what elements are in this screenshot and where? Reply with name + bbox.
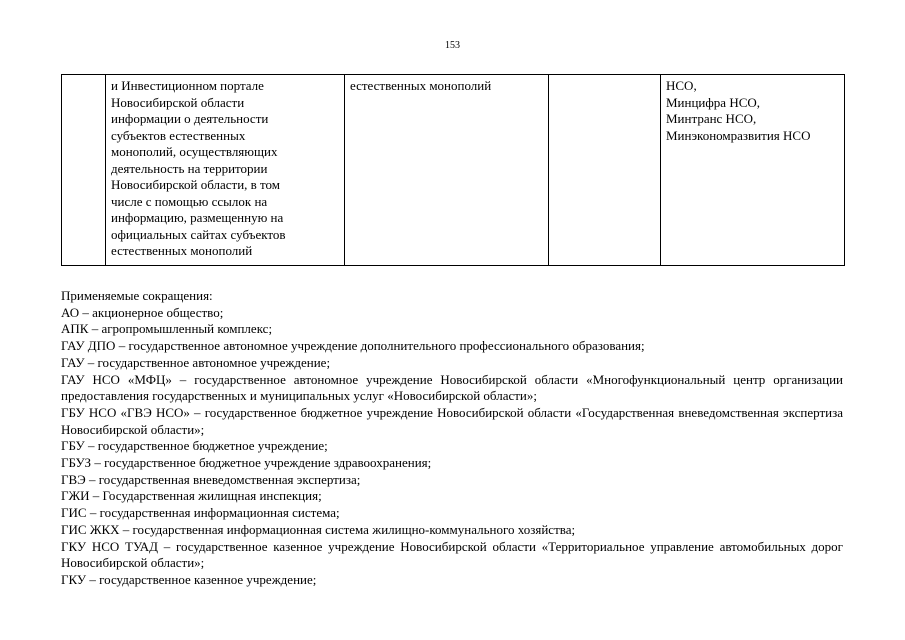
table-cell-number: [62, 75, 106, 266]
abbreviations-section: [61, 288, 843, 589]
result-text: естественных монополий: [350, 78, 492, 93]
abbreviation-item: ГБУЗ – государственное бюджетное учреждение здравоохранения;: [61, 455, 432, 471]
page-number: 153: [445, 40, 460, 51]
table-row: [62, 75, 845, 266]
document-table: [61, 74, 845, 266]
table-cell-result: [345, 75, 549, 266]
abbreviation-item: ГБУ – государственное бюджетное учреждение;: [61, 438, 328, 454]
activity-text: и Инвестиционном портале Новосибирской области информации о деятельности субъектов естественных монополий, осуществляющих деятельность на территории Новосибирской области, в том числе с помощью ссылок на информацию, размещенную на официальных сайтах субъектов естественных монополий: [111, 78, 286, 258]
abbreviations-heading: Применяемые сокращения:: [61, 288, 213, 303]
abbreviation-item: ГБУ НСО «ГВЭ НСО» – государственное бюджетное учреждение Новосибирской области «Государственная вневедомственная экспертиза Новосибирской области»;: [61, 404, 843, 437]
abbreviation-item: ГАУ ДПО – государственное автономное учреждение дополнительного профессионального образования;: [61, 338, 645, 354]
table-cell-responsible: [661, 75, 845, 266]
abbreviation-item: ГИС ЖКХ – государственная информационная система жилищно-коммунального хозяйства;: [61, 521, 576, 537]
abbreviation-item: ГИС – государственная информационная система;: [61, 505, 340, 521]
abbreviation-item: АПК – агропромышленный комплекс;: [61, 321, 273, 337]
abbreviation-item: ГЖИ – Государственная жилищная инспекция;: [61, 488, 322, 504]
abbreviation-item: ГКУ НСО ТУАД – государственное казенное учреждение Новосибирской области «Территориальное управление автомобильных дорог Новосибирской области»;: [61, 538, 843, 571]
table-cell-deadline: [549, 75, 661, 266]
abbreviation-item: ГАУ НСО «МФЦ» – государственное автономное учреждение Новосибирской области «Многофункциональный центр организации предоставления государственных и муниципальных услуг «Новосибирской области»;: [61, 371, 843, 404]
abbreviation-item: ГАУ – государственное автономное учреждение;: [61, 354, 331, 370]
abbreviation-item: АО – акционерное общество;: [61, 304, 224, 320]
table-cell-activity: [106, 75, 345, 266]
abbreviation-item: ГКУ – государственное казенное учреждение;: [61, 571, 317, 587]
abbreviation-item: ГВЭ – государственная вневедомственная экспертиза;: [61, 471, 361, 487]
responsible-text: НСО, Минцифра НСО, Минтранс НСО, Минэкономразвития НСО: [666, 78, 811, 143]
